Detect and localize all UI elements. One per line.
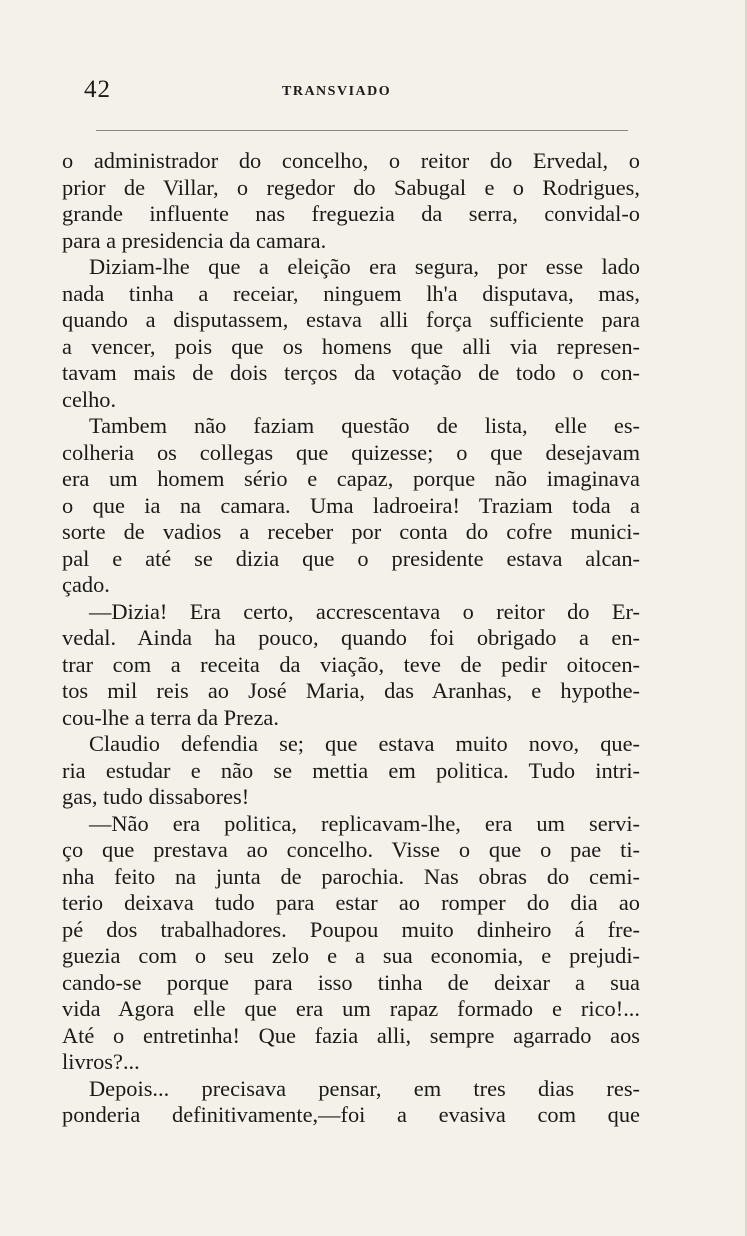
text-line: tavam mais de dois terços da votação de todo o con-	[62, 360, 640, 385]
text-line: nha feito na junta de parochia. Nas obras do cemi-	[62, 863, 640, 889]
text-line: gas, tudo dissabores!	[62, 784, 250, 809]
text-line: —Não era politica, replicavam-lhe, era um servi-	[89, 810, 640, 836]
text-line: celho.	[62, 386, 117, 412]
text-line: ço que prestava ao concelho. Visse o que o pae ti-	[62, 837, 640, 862]
header-rule	[96, 130, 628, 131]
text-line: —Dizia! Era certo, accrescentava o reitor do Er-	[89, 598, 640, 624]
text-line: vedal. Ainda ha pouco, quando foi obrigado a en-	[62, 625, 640, 650]
text-line: o administrador do concelho, o reitor do Ervedal, o	[62, 148, 640, 173]
text-line: vida Agora elle que era um rapaz formado e rico!...	[62, 996, 640, 1021]
text-line: nada tinha a receiar, ninguem lh'a disputava, mas,	[62, 280, 640, 306]
text-line: livros?...	[62, 1049, 140, 1074]
text-line: era um homem sério e capaz, porque não imaginava	[62, 466, 640, 491]
running-title: TRANSVIADO	[282, 84, 392, 99]
text-line: grande influente nas freguezia da serra, convidal-o	[62, 201, 640, 226]
text-line: guezia com o seu zelo e a sua economia, e prejudi-	[62, 943, 640, 968]
text-line: Diziam-lhe que a eleição era segura, por esse lado	[89, 254, 640, 279]
text-line: Depois... precisava pensar, em tres dias res-	[89, 1075, 640, 1101]
text-line: sorte de vadios a receber por conta do cofre munici-	[62, 519, 640, 544]
text-line: pé dos trabalhadores. Poupou muito dinheiro á fre-	[62, 916, 640, 942]
text-line: ria estudar e não se mettia em politica. Tudo intri-	[62, 757, 640, 783]
text-line: prior de Villar, o regedor do Sabugal e o Rodrigues,	[62, 174, 640, 200]
text-line: Até o entretinha! Que fazia alli, sempre agarrado aos	[62, 1022, 640, 1048]
text-line: cando-se porque para isso tinha de deixar a sua	[62, 969, 640, 995]
text-line: Claudio defendia se; que estava muito novo, que-	[89, 731, 640, 756]
text-line: o que ia na camara. Uma ladroeira! Traziam toda a	[62, 492, 640, 518]
text-line: ponderia definitivamente,—foi a evasiva com que	[62, 1102, 640, 1127]
text-line: a vencer, pois que os homens que alli via represen-	[62, 333, 640, 359]
body-text	[62, 148, 640, 1129]
text-line: cou-lhe a terra da Preza.	[62, 704, 279, 730]
text-line: quando a disputassem, estava alli força sufficiente para	[62, 307, 640, 332]
page-number: 42	[84, 76, 111, 103]
text-line: çado.	[62, 572, 110, 597]
text-line: Tambem não faziam questão de lista, elle es-	[89, 413, 640, 438]
text-line: tos mil reis ao José Maria, das Aranhas, e hypothe-	[62, 678, 640, 703]
text-line: para a presidencia da camara.	[62, 227, 327, 253]
text-line: pal e até se dizia que o presidente estava alcan-	[62, 545, 640, 571]
text-line: terio deixava tudo para estar ao romper do dia ao	[62, 890, 640, 915]
text-line: trar com a receita da viação, teve de pedir oitocen-	[62, 651, 640, 677]
text-line: colheria os collegas que quizesse; o que desejavam	[62, 439, 640, 465]
